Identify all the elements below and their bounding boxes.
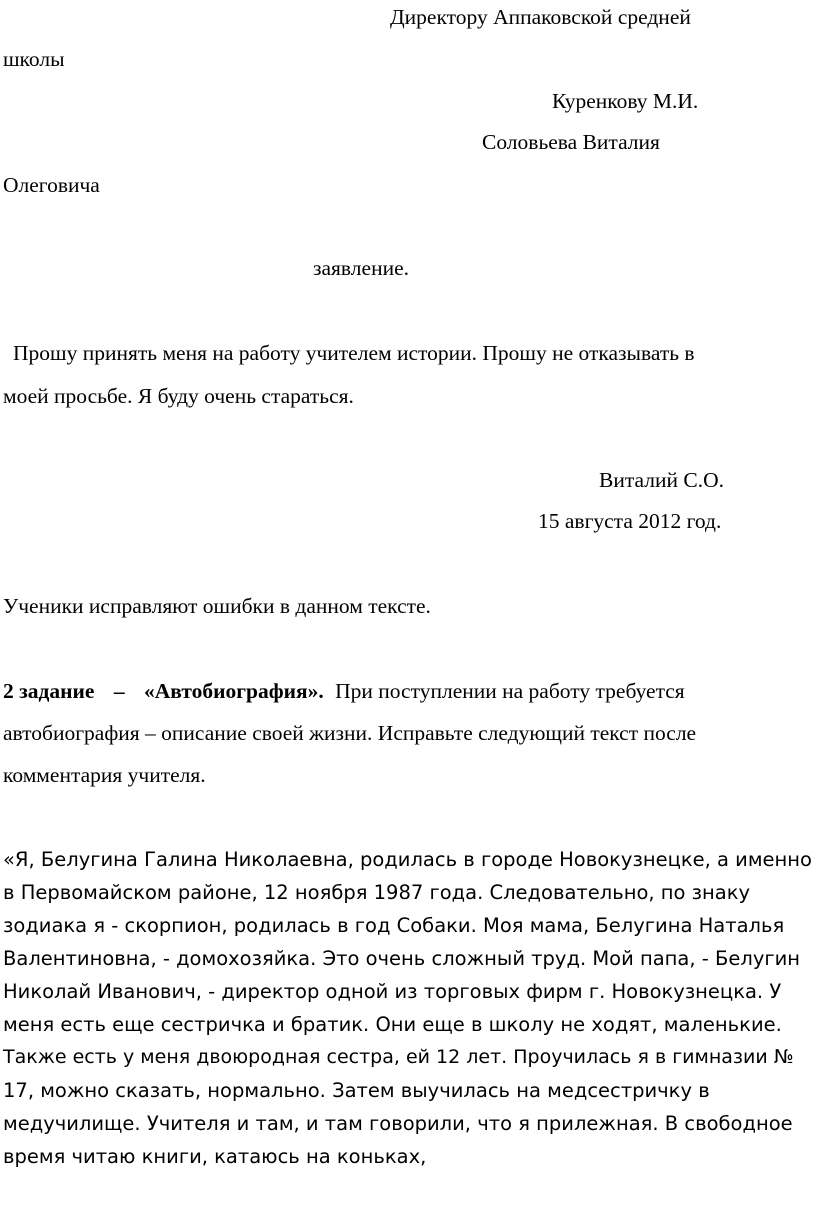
statement-date: 15 августа 2012 год. [538, 509, 722, 533]
addressee-line-1: Директору Аппаковской средней [390, 5, 691, 29]
quote-line-4: Валентиновна, - домохозяйка. Это очень сложный труд. Мой папа, - Белугин [3, 947, 801, 970]
task2-dash: – [113, 679, 125, 703]
quote-line-7: Также есть у меня двоюродная сестра, ей 12 лет. Проучилась я в гимназии № [3, 1046, 794, 1068]
task2-line1-rest: При поступлении на работу требуется [335, 679, 685, 703]
quote-line-10: время читаю книги, катаюсь на коньках, [3, 1145, 427, 1168]
quote-line-9: медучилище. Учителя и там, и там говорили, что я прилежная. В свободное [3, 1112, 793, 1135]
quote-line-5: Николай Иванович, - директор одной из торговых фирм г. Новокузнецка. У [3, 980, 782, 1003]
task2-label: 2 задание [3, 679, 95, 703]
addressee-line-2: школы [3, 47, 65, 71]
statement-body-line-1: Прошу принять меня на работу учителем истории. Прошу не отказывать в [13, 341, 695, 365]
statement-body-line-2: моей просьбе. Я буду очень стараться. [3, 384, 354, 408]
instruction-text: Ученики исправляют ошибки в данном тексте. [3, 594, 431, 618]
addressee-name: Куренкову М.И. [552, 89, 699, 113]
task2-line-3: комментария учителя. [3, 763, 206, 787]
task2-title: «Автобиография». [143, 679, 324, 703]
task2-heading-line [3, 681, 685, 703]
sender-line-2: Олеговича [3, 173, 100, 197]
quote-line-2: в Первомайском районе, 12 ноября 1987 года. Следовательно, по знаку [3, 881, 751, 904]
task2-line-2: автобиография – описание своей жизни. Исправьте следующий текст после [3, 721, 697, 745]
quote-line-8: 17, можно сказать, нормально. Затем выучилась на медсестричку в [3, 1079, 710, 1102]
sender-line-1: Соловьева Виталия [482, 130, 660, 154]
quote-line-3: зодиака я - скорпион, родилась в год Собаки. Моя мама, Белугина Наталья [3, 914, 785, 937]
quote-line-1: «Я, Белугина Галина Николаевна, родилась в городе Новокузнецке, а именно [3, 848, 812, 871]
signature: Виталий С.О. [599, 468, 724, 492]
quote-line-6: меня есть еще сестричка и братик. Они еще в школу не ходят, маленькие. [3, 1013, 782, 1036]
statement-title: заявление. [313, 256, 409, 280]
